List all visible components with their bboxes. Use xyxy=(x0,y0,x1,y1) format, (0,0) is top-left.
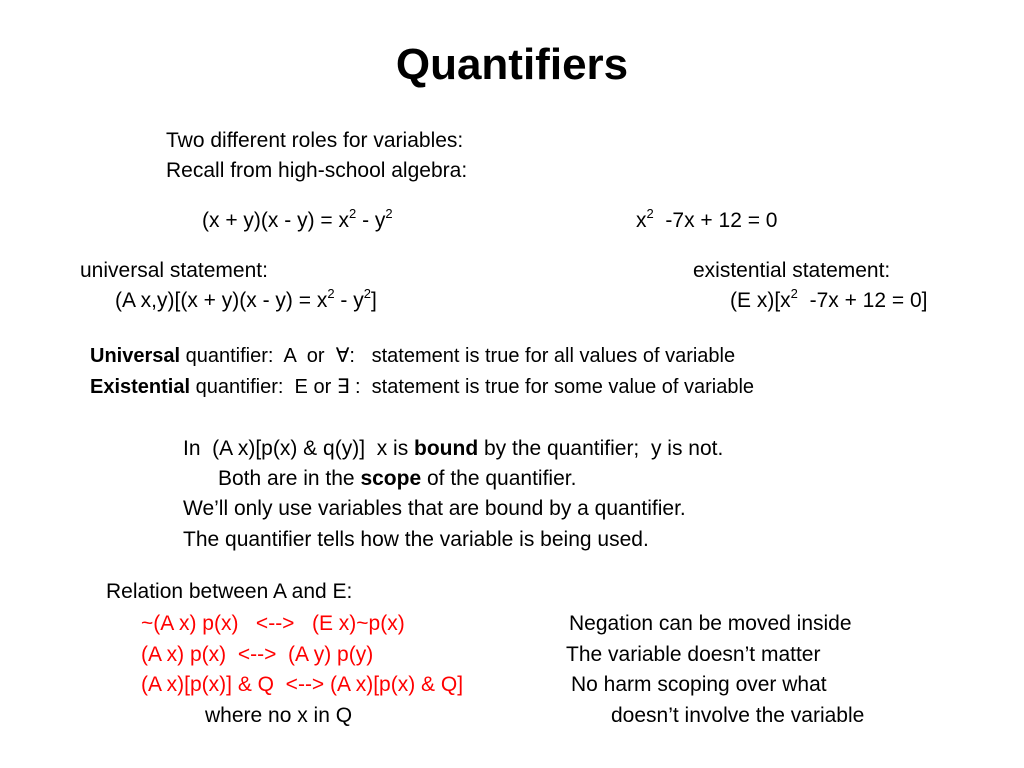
universal-definition-text: quantifier: A or ∀: statement is true for all values of variable xyxy=(180,345,736,367)
equation-quadratic xyxy=(636,206,778,233)
rule-negation: ~(A x) p(x) <--> (E x)~p(x) xyxy=(141,612,405,635)
universal-statement-label: universal statement: xyxy=(80,259,268,282)
note-scoping-continued: doesn’t involve the variable xyxy=(611,704,865,727)
rule-scoping-condition: where no x in Q xyxy=(205,704,353,727)
equation-identity-part: (x + y)(x - y) = x xyxy=(202,209,349,232)
exponent: 2 xyxy=(385,206,393,221)
equation-identity-part: - y xyxy=(356,209,386,232)
existential-statement-formula xyxy=(730,286,928,313)
intro-line-2: Recall from high-school algebra: xyxy=(166,159,468,182)
exponent: 2 xyxy=(790,286,798,301)
scope-term: scope xyxy=(360,467,422,490)
note-negation: Negation can be moved inside xyxy=(569,612,852,635)
formula-part: ] xyxy=(370,289,377,312)
exponent: 2 xyxy=(363,286,371,301)
existential-statement-label: existential statement: xyxy=(693,259,891,282)
note-renaming: The variable doesn’t matter xyxy=(566,643,821,666)
bound-term: bound xyxy=(414,437,479,460)
universal-definition xyxy=(90,344,735,368)
universal-statement-formula xyxy=(115,286,377,313)
formula-part: - y xyxy=(334,289,364,312)
note-scoping: No harm scoping over what xyxy=(571,673,827,696)
universal-term: Universal xyxy=(90,345,181,367)
formula-part: (E x)[x xyxy=(730,289,791,312)
rule-scoping: (A x)[p(x)] & Q <--> (A x)[p(x) & Q] xyxy=(141,673,464,696)
existential-definition xyxy=(90,375,754,399)
exponent: 2 xyxy=(349,206,357,221)
bound-line-1 xyxy=(183,437,723,461)
existential-term: Existential xyxy=(90,376,191,398)
equation-quadratic-part: -7x + 12 = 0 xyxy=(653,209,778,232)
equation-quadratic-part: x xyxy=(636,209,647,232)
bound-line-4: The quantifier tells how the variable is being used. xyxy=(183,528,649,551)
formula-part: -7x + 12 = 0] xyxy=(797,289,928,312)
bound-text: In (A x)[p(x) & q(y)] x is xyxy=(183,437,415,460)
bound-line-3: We’ll only use variables that are bound by a quantifier. xyxy=(183,497,686,520)
bound-line-2 xyxy=(218,467,576,491)
bound-text: by the quantifier; y is not. xyxy=(478,437,724,460)
intro-line-1: Two different roles for variables: xyxy=(166,129,464,152)
exponent: 2 xyxy=(327,286,335,301)
existential-definition-text: quantifier: E or ∃ : statement is true for some value of variable xyxy=(190,376,755,398)
exponent: 2 xyxy=(646,206,654,221)
scope-text: Both are in the xyxy=(218,467,361,490)
relation-heading: Relation between A and E: xyxy=(106,580,353,603)
slide-title: Quantifiers xyxy=(395,40,629,89)
rule-renaming: (A x) p(x) <--> (A y) p(y) xyxy=(141,643,374,666)
equation-identity xyxy=(202,206,393,233)
formula-part: (A x,y)[(x + y)(x - y) = x xyxy=(115,289,328,312)
scope-text: of the quantifier. xyxy=(421,467,577,490)
